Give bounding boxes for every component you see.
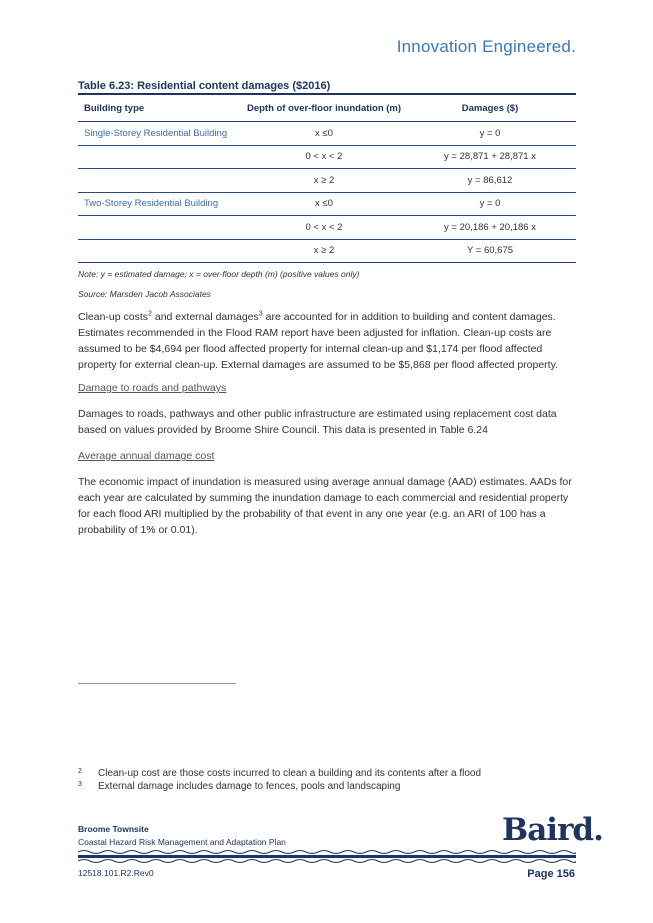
column-header-depth: Depth of over-floor inundation (m) [244,94,404,122]
paragraph-roads: Damages to roads, pathways and other public infrastructure are estimated using replacement cost data based on values provided by Broome Shire Council. This data is presented in Table 6.24 [78,408,557,436]
footnote-number: 3 [78,781,82,788]
section-heading-roads: Damage to roads and pathways [78,382,227,394]
paragraph-cleanup-costs [78,309,578,373]
page-number: Page 156 [527,868,575,880]
cell-damages: y = 86,612 [404,169,576,193]
paragraph-text: and external damages [151,311,259,323]
baird-logo: Baird. [502,812,603,848]
cell-depth: 0 < x < 2 [244,145,404,169]
footer-wave-divider [78,848,576,864]
footer-title: Broome Townsite [78,824,149,834]
footnote-ref-3: 3 [258,310,263,318]
footnote-2 [78,768,481,779]
cell-building-type [78,216,244,240]
table-note: Note: y = estimated damage; x = over-floor depth (m) (positive values only) [78,269,360,279]
cell-damages: y = 28,871 + 28,871 x [404,145,576,169]
cell-damages: y = 20,186 + 20,186 x [404,216,576,240]
footnote-3 [78,781,400,792]
residential-content-damages-table [78,93,576,263]
cell-depth: 0 < x < 2 [244,216,404,240]
cell-damages: Y = 60,675 [404,239,576,263]
cell-depth: x ≤0 [244,192,404,216]
table-row [78,192,576,216]
cell-depth: x ≥ 2 [244,239,404,263]
cell-building-type: Two-Storey Residential Building [78,192,244,216]
footer-subtitle: Coastal Hazard Risk Management and Adaptation Plan [78,837,286,847]
footnote-number: 2 [78,768,82,775]
column-header-damages: Damages ($) [404,94,576,122]
section-heading-aad: Average annual damage cost [78,450,215,462]
cell-damages: y = 0 [404,122,576,146]
table-row [78,145,576,169]
cell-depth: x ≥ 2 [244,169,404,193]
cell-building-type [78,145,244,169]
table-source: Source: Marsden Jacob Associates [78,289,211,299]
footnote-text: Clean-up cost are those costs incurred to clean a building and its contents after a flood [98,768,482,779]
column-header-building-type: Building type [78,94,244,122]
cell-building-type [78,239,244,263]
header-tagline: Innovation Engineered. [396,37,576,56]
cell-damages: y = 0 [404,192,576,216]
document-number: 12518.101.R2.Rev0 [78,868,154,878]
table-header-row [78,94,576,122]
cell-building-type: Single-Storey Residential Building [78,122,244,146]
paragraph-text: Clean-up costs [78,311,149,323]
paragraph-text: are accounted for in addition to building and content damages. Estimates recommended in the Flood RAM report have been adjusted for inflation. Clean-up costs are assumed to be $4,694 per flood affected property for internal clean-up and $1,174 per flood affected property for external clean-up. External damages are assumed to be $5,868 per flood affected property. [78,311,558,371]
table-row [78,239,576,263]
footnote-ref-2: 2 [148,310,152,318]
footnote-separator [78,683,236,684]
cell-building-type [78,169,244,193]
footnote-text: External damage includes damage to fences, pools and landscaping [98,781,401,792]
table-title: Table 6.23: Residential content damages ($2016) [78,80,331,92]
table-row [78,122,576,146]
table-row [78,169,576,193]
cell-depth: x ≤0 [244,122,404,146]
table-row [78,216,576,240]
paragraph-aad: The economic impact of inundation is measured using average annual damage (AAD) estimates. AADs for each year are calculated by summing the inundation damage to each commercial and residential property for each flood ARI multiplied by the probability of that event in any one year (e.g. an ARI of 100 has a probability of 1% or 0.01). [78,476,572,536]
